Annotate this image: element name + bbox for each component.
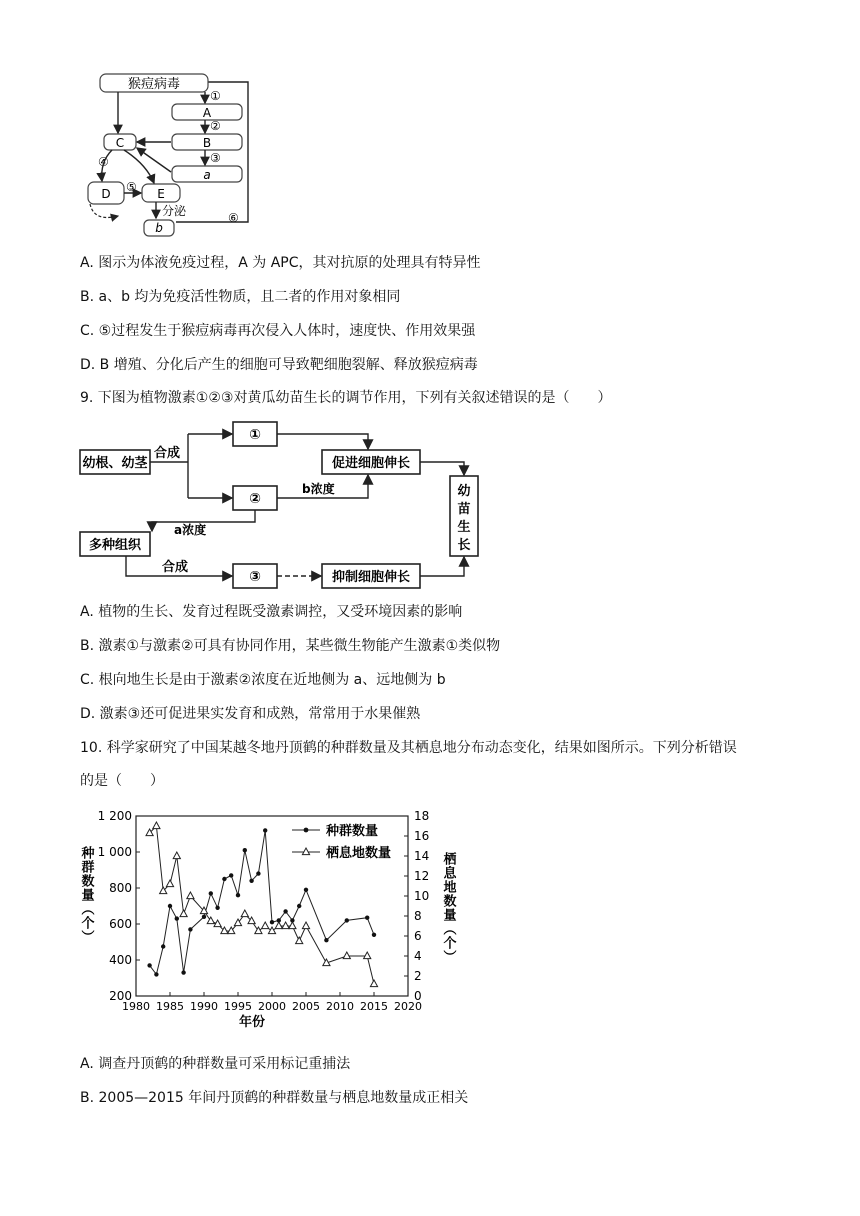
data-point-habitat xyxy=(268,927,275,934)
q10-stem-line2: 的是（ ） xyxy=(80,773,164,789)
x-axis-title: 年份 xyxy=(238,1015,266,1030)
q9-option-d: D. 激素③还可促进果实发育和成熟，常常用于水果催熟 xyxy=(80,706,421,722)
node-A-label: A xyxy=(202,106,212,120)
data-point-population xyxy=(270,920,274,924)
y-right-tick-label: 18 xyxy=(414,809,430,823)
data-point-population xyxy=(243,848,247,852)
q9-option-a: A. 植物的生长、发育过程既受激素调控，又受环境因素的影响 xyxy=(80,604,463,620)
x-tick-label: 2000 xyxy=(258,1000,286,1013)
step-5: ⑤ xyxy=(126,180,137,194)
data-point-population xyxy=(215,906,219,910)
node-a-label: a xyxy=(203,168,211,182)
q10-option-a: A. 调查丹顶鹤的种群数量可采用标记重捕法 xyxy=(80,1056,351,1072)
crane-chart xyxy=(76,800,466,1040)
q8-option-d: D. B 增殖、分化后产生的细胞可导致靶细胞裂解、释放猴痘病毒 xyxy=(80,357,478,373)
q8-option-a: A. 图示为体液免疫过程，A 为 APC，其对抗原的处理具有特异性 xyxy=(80,255,481,271)
synth2-label: 合成 xyxy=(162,560,189,575)
tissues-label: 多种组织 xyxy=(88,538,142,553)
data-point-population xyxy=(297,904,301,908)
y-left-tick-label: 1 000 xyxy=(97,845,132,859)
legend-label-population: 种群数量 xyxy=(326,824,379,839)
data-point-habitat xyxy=(153,822,160,829)
y-right-axis-title: 栖息地数量（个） xyxy=(440,852,456,964)
data-point-habitat xyxy=(166,880,173,887)
data-point-population xyxy=(168,904,172,908)
a-conc-label: a浓度 xyxy=(174,523,207,537)
synth1-label: 合成 xyxy=(154,446,181,461)
data-point-population xyxy=(365,916,369,920)
y-left-tick-label: 600 xyxy=(109,917,132,931)
x-tick-label: 1985 xyxy=(156,1000,184,1013)
hormone-3-label: ③ xyxy=(249,569,261,585)
data-point-habitat xyxy=(364,952,371,959)
seedling-char-3: 生 xyxy=(457,520,471,535)
legend-marker-habitat xyxy=(302,848,309,855)
data-point-population xyxy=(229,873,233,877)
q8-option-c: C. ⑤过程发生于猴痘病毒再次侵入人体时，速度快、作用效果强 xyxy=(80,323,476,339)
data-point-population xyxy=(324,938,328,942)
step-2: ② xyxy=(210,119,221,133)
y-right-tick-label: 4 xyxy=(414,949,422,963)
x-tick-label: 2015 xyxy=(360,1000,388,1013)
q9-stem: 9. 下图为植物激素①②③对黄瓜幼苗生长的调节作用，下列有关叙述错误的是（ ） xyxy=(80,390,612,406)
x-tick-label: 1990 xyxy=(190,1000,218,1013)
x-tick-label: 1995 xyxy=(224,1000,252,1013)
data-point-habitat xyxy=(241,910,248,917)
y-right-tick-label: 14 xyxy=(414,849,430,863)
legend-label-habitat: 栖息地数量 xyxy=(326,846,392,861)
immune-diagram xyxy=(80,70,260,242)
node-E-label: E xyxy=(157,187,165,201)
y-left-tick-label: 200 xyxy=(109,989,132,1003)
promote-label: 促进细胞伸长 xyxy=(331,456,411,471)
seedling-char-2: 苗 xyxy=(457,502,471,517)
data-point-population xyxy=(263,828,267,832)
y-right-tick-label: 8 xyxy=(414,909,422,923)
data-point-population xyxy=(345,918,349,922)
data-point-habitat xyxy=(173,852,180,859)
plot-frame xyxy=(136,816,408,996)
data-point-population xyxy=(283,909,287,913)
y-right-tick-label: 16 xyxy=(414,829,430,843)
step-6: ⑥ xyxy=(228,211,239,225)
y-right-tick-label: 10 xyxy=(414,889,430,903)
x-tick-label: 1980 xyxy=(122,1000,150,1013)
data-point-population xyxy=(222,877,226,881)
secrete-label: 分泌 xyxy=(162,204,187,218)
node-b-label: b xyxy=(155,221,163,235)
data-point-habitat xyxy=(187,892,194,899)
x-tick-label: 2020 xyxy=(394,1000,422,1013)
data-point-population xyxy=(209,891,213,895)
hormone-1-label: ① xyxy=(249,427,261,443)
data-point-population xyxy=(202,915,206,919)
b-conc-label: b浓度 xyxy=(302,482,335,496)
data-point-population xyxy=(188,927,192,931)
data-point-population xyxy=(181,970,185,974)
data-point-population xyxy=(249,879,253,883)
data-point-population xyxy=(372,933,376,937)
q10-option-b: B. 2005—2015 年间丹顶鹤的种群数量与栖息地数量成正相关 xyxy=(80,1090,469,1106)
data-point-habitat xyxy=(296,937,303,944)
data-point-habitat xyxy=(289,922,296,929)
data-point-population xyxy=(236,893,240,897)
step-3: ③ xyxy=(210,151,221,165)
q9-option-c: C. 根向地生长是由于激素②浓度在近地侧为 a、远地侧为 b xyxy=(80,672,446,688)
q8-option-b: B. a、b 均为免疫活性物质，且二者的作用对象相同 xyxy=(80,289,401,305)
y-right-tick-label: 6 xyxy=(414,929,422,943)
legend-marker-population xyxy=(304,828,309,833)
node-C-label: C xyxy=(115,136,125,150)
seedling-char-1: 幼 xyxy=(457,484,471,499)
step-1: ① xyxy=(210,89,221,103)
seedling-char-4: 长 xyxy=(457,538,471,553)
data-point-population xyxy=(175,916,179,920)
y-right-tick-label: 12 xyxy=(414,869,430,883)
root-stem-label: 幼根、幼茎 xyxy=(82,456,148,471)
inhibit-label: 抑制细胞伸长 xyxy=(331,570,411,585)
data-point-population xyxy=(161,944,165,948)
q9-option-b: B. 激素①与激素②可具有协同作用，某些微生物能产生激素①类似物 xyxy=(80,638,501,654)
data-point-population xyxy=(154,972,158,976)
data-point-habitat xyxy=(180,910,187,917)
virus-label: 猴痘病毒 xyxy=(127,77,181,92)
x-tick-label: 2010 xyxy=(326,1000,354,1013)
hormone-2-label: ② xyxy=(249,491,261,507)
x-tick-label: 2005 xyxy=(292,1000,320,1013)
data-point-habitat xyxy=(302,922,309,929)
hormone-diagram xyxy=(78,418,488,594)
y-right-tick-label: 0 xyxy=(414,989,422,1003)
data-point-habitat xyxy=(282,922,289,929)
q10-stem-line1: 10. 科学家研究了中国某越冬地丹顶鹤的种群数量及其栖息地分布动态变化，结果如图所示。下列分析错误 xyxy=(80,740,737,756)
data-point-habitat xyxy=(343,952,350,959)
y-left-tick-label: 400 xyxy=(109,953,132,967)
y-left-tick-label: 800 xyxy=(109,881,132,895)
data-point-population xyxy=(304,888,308,892)
data-point-habitat xyxy=(275,922,282,929)
node-D-label: D xyxy=(101,187,111,201)
data-point-population xyxy=(147,963,151,967)
y-right-tick-label: 2 xyxy=(414,969,422,983)
data-point-population xyxy=(256,871,260,875)
y-left-tick-label: 1 200 xyxy=(97,809,132,823)
step-4: ④ xyxy=(98,155,109,169)
data-point-habitat xyxy=(370,980,377,987)
data-point-habitat xyxy=(262,922,269,929)
node-B-label: B xyxy=(202,136,212,150)
y-left-axis-title: 种群数量（个） xyxy=(78,846,94,944)
